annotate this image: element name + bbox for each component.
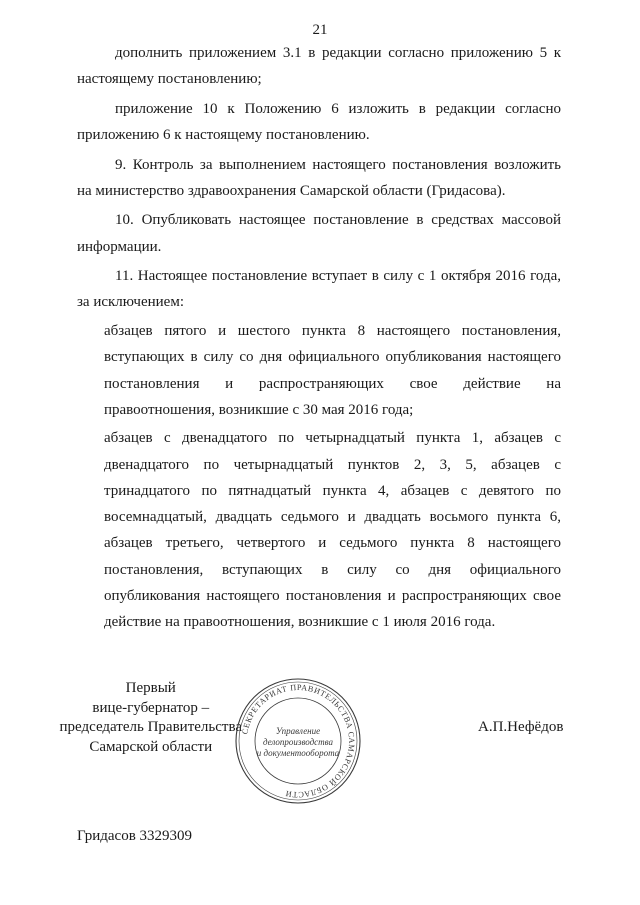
paragraph-add-appendix: дополнить приложением 3.1 в редакции согласно приложению 5 к настоящему постановлению; <box>77 45 561 88</box>
signatory-position-line: вице-губернатор – <box>92 699 210 716</box>
paragraph-item-9: 9. Контроль за выполнением настоящего постановления возложить на министерство здравоохранения Самарской области (Гридасова). <box>77 156 561 199</box>
signatory-position-line: Самарской области <box>89 738 213 755</box>
official-seal-stamp <box>233 676 363 806</box>
page-number: 21 <box>312 22 328 38</box>
stamp-ring-text: СЕКРЕТАРИАТ ПРАВИТЕЛЬСТВА САМАРСКОЙ ОБЛАСТИ <box>240 682 357 800</box>
signatory-position-line: Первый <box>125 680 176 696</box>
signatory-position-line: председатель Правительства <box>59 719 242 735</box>
stamp-center-line: делопроизводства <box>262 737 334 747</box>
signatory-name: А.П.Нефёдов <box>478 719 564 735</box>
paragraph-exception-july: абзацев с двенадцатого по четырнадцатый пункта 1, абзацев с двенадцатого по четырнадцатый пунктов 2, 3, 5, абзацев с тринадцатого по пятнадцатый пункта 4, абзацев с девятого по восемнадцатый, двадцать седьмого и двадцать восьмого пункта 6, абзацев третьего, четвертого и седьмого пункта 8 настоящего постановления, вступающих в силу со дня официального опубликования настоящего постановления и распространяющих свое действие на правоотношения, возникшие с 1 июля 2016 года. <box>104 430 561 631</box>
paragraph-appendix-10: приложение 10 к Положению 6 изложить в редакции согласно приложению 6 к настоящему постановлению. <box>77 100 561 144</box>
paragraph-item-11: 11. Настоящее постановление вступает в силу с 1 октября 2016 года, за исключением: <box>77 268 561 311</box>
stamp-center-line: Управление <box>275 726 321 736</box>
stamp-center-line: и документооборота <box>256 748 340 758</box>
signatory-position <box>59 679 242 757</box>
paragraph-exception-may: абзацев пятого и шестого пункта 8 настоящего постановления, вступающих в силу со дня официального опубликования настоящего постановления и распространяющих свое действие на правоотношения, возникшие с 30 мая 2016 года; <box>104 322 561 418</box>
paragraph-item-10: 10. Опубликовать настоящее постановление в средствах массовой информации. <box>77 212 561 255</box>
document-body <box>77 40 561 639</box>
executor-contact: Гридасов 3329309 <box>77 828 193 844</box>
